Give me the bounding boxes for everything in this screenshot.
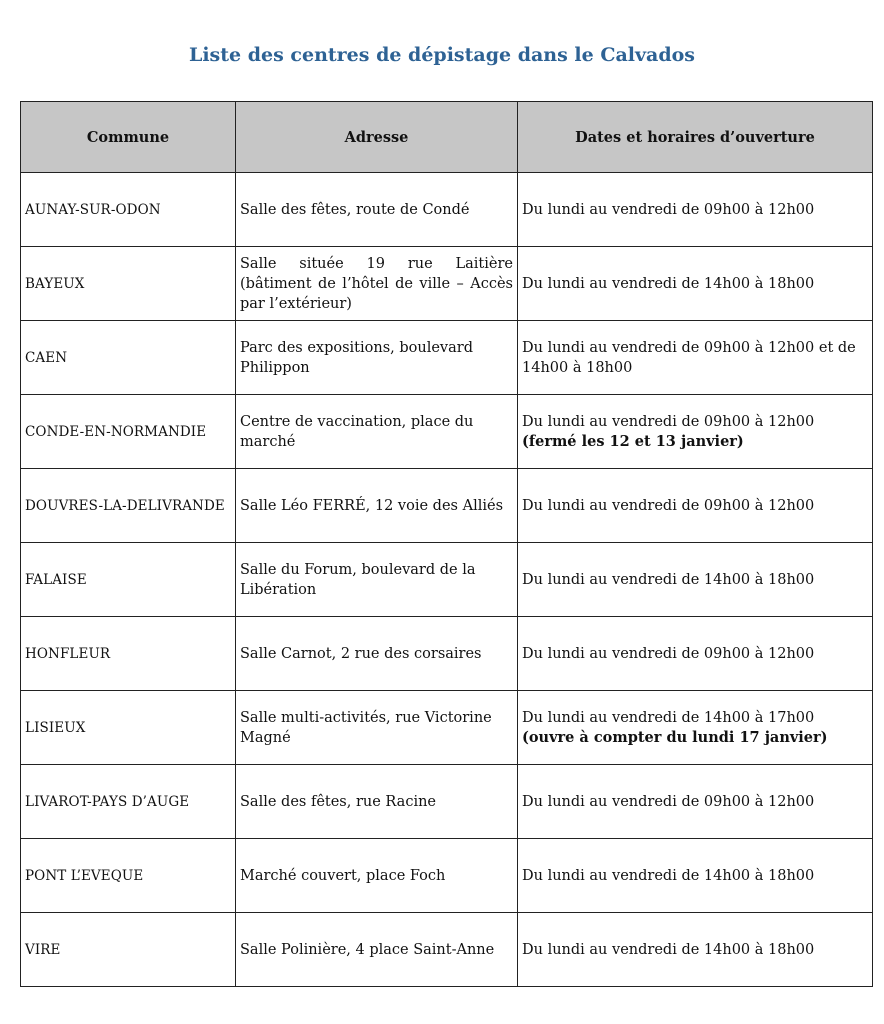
- hours-text: Du lundi au vendredi de 14h00 à 18h00: [522, 275, 815, 292]
- hours-text: Du lundi au vendredi de 14h00 à 18h00: [522, 571, 815, 588]
- commune-cell: CAEN: [21, 321, 236, 395]
- hours-cell: [518, 839, 873, 913]
- screening-centers-table: [20, 101, 873, 987]
- hours-text: Du lundi au vendredi de 09h00 à 12h00: [522, 497, 815, 514]
- hours-text: Du lundi au vendredi de 14h00 à 17h00: [522, 709, 815, 726]
- table-row: [21, 321, 873, 395]
- commune-cell: LIVAROT-PAYS D’AUGE: [21, 765, 236, 839]
- page-title: Liste des centres de dépistage dans le Calvados: [188, 44, 696, 66]
- hours-cell: [518, 173, 873, 247]
- hours-text: Du lundi au vendredi de 14h00 à 18h00: [522, 941, 815, 958]
- table-row: [21, 765, 873, 839]
- address-cell: Salle Carnot, 2 rue des corsaires: [236, 617, 518, 691]
- commune-cell: BAYEUX: [21, 247, 236, 321]
- hours-note: (ouvre à compter du lundi 17 janvier): [522, 728, 828, 746]
- table-row: [21, 247, 873, 321]
- table-row: [21, 395, 873, 469]
- hours-text: Du lundi au vendredi de 09h00 à 12h00: [522, 413, 815, 430]
- table-row: [21, 913, 873, 987]
- hours-text: Du lundi au vendredi de 09h00 à 12h00: [522, 793, 815, 810]
- commune-cell: VIRE: [21, 913, 236, 987]
- table-row: [21, 691, 873, 765]
- table-row: [21, 469, 873, 543]
- column-header-horaires: Dates et horaires d’ouverture: [518, 102, 873, 173]
- hours-cell: [518, 765, 873, 839]
- table-header-row: [21, 102, 873, 173]
- hours-cell: [518, 395, 873, 469]
- table-row: [21, 543, 873, 617]
- address-cell: Centre de vaccination, place du marché: [236, 395, 518, 469]
- commune-cell: CONDE-EN-NORMANDIE: [21, 395, 236, 469]
- commune-cell: AUNAY-SUR-ODON: [21, 173, 236, 247]
- hours-text: Du lundi au vendredi de 09h00 à 12h00 et de 14h00 à 18h00: [522, 339, 856, 376]
- hours-cell: [518, 247, 873, 321]
- hours-text: Du lundi au vendredi de 09h00 à 12h00: [522, 201, 815, 218]
- table-row: [21, 617, 873, 691]
- hours-cell: [518, 691, 873, 765]
- address-cell: Salle Léo FERRÉ, 12 voie des Alliés: [236, 469, 518, 543]
- commune-cell: PONT L’EVEQUE: [21, 839, 236, 913]
- hours-cell: [518, 321, 873, 395]
- commune-cell: FALAISE: [21, 543, 236, 617]
- address-cell: Salle du Forum, boulevard de la Libération: [236, 543, 518, 617]
- address-cell: Salle multi-activités, rue Victorine Magné: [236, 691, 518, 765]
- commune-cell: HONFLEUR: [21, 617, 236, 691]
- commune-cell: DOUVRES-LA-DELIVRANDE: [21, 469, 236, 543]
- hours-cell: [518, 913, 873, 987]
- hours-note: (fermé les 12 et 13 janvier): [522, 432, 744, 450]
- table-row: [21, 839, 873, 913]
- address-cell: Salle des fêtes, rue Racine: [236, 765, 518, 839]
- address-cell: Parc des expositions, boulevard Philippon: [236, 321, 518, 395]
- column-header-commune: Commune: [21, 102, 236, 173]
- hours-cell: [518, 543, 873, 617]
- table-row: [21, 173, 873, 247]
- address-cell: Marché couvert, place Foch: [236, 839, 518, 913]
- hours-text: Du lundi au vendredi de 09h00 à 12h00: [522, 645, 815, 662]
- column-header-adresse: Adresse: [236, 102, 518, 173]
- address-cell: Salle Polinière, 4 place Saint-Anne: [236, 913, 518, 987]
- commune-cell: LISIEUX: [21, 691, 236, 765]
- address-cell: Salle située 19 rue Laitière (bâtiment de l’hôtel de ville – Accès par l’extérieur): [236, 247, 518, 321]
- address-cell: Salle des fêtes, route de Condé: [236, 173, 518, 247]
- hours-cell: [518, 469, 873, 543]
- hours-cell: [518, 617, 873, 691]
- hours-text: Du lundi au vendredi de 14h00 à 18h00: [522, 867, 815, 884]
